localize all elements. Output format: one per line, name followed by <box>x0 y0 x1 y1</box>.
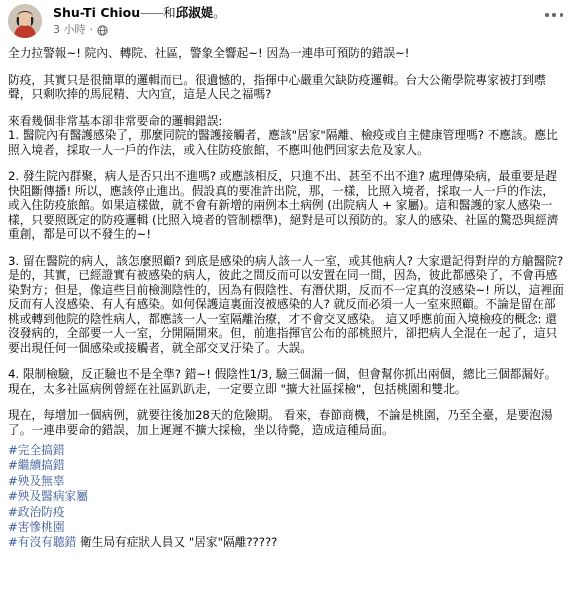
post-meta <box>53 23 108 37</box>
post-body <box>8 46 565 551</box>
more-dot-icon <box>545 13 549 17</box>
profile-photo <box>8 4 42 38</box>
more-dot-icon <box>560 13 564 17</box>
more-options-button[interactable] <box>545 10 563 20</box>
paragraph: 來看幾個非常基本卻非常要命的邏輯錯誤: 1. 醫院內有醫護感染了，那麼同院的醫護接觸者，應該"居家"隔離、檢疫或自主健康管理嗎? 不應該。應比照入境者，採取一人一戶的作法，或入住防疫旅館，不應叫他們回家去危及家人。 <box>8 113 558 157</box>
last-hashtag-line <box>8 535 565 550</box>
paragraph: 全力拉警報~! 院內、轉院、社區，警象全響起~! 因為一連串可預防的錯誤~! <box>8 46 410 60</box>
author-line <box>53 5 226 21</box>
paragraph: 4. 限制檢驗，反正驗也不是全準? 錯~! 假陰性1/3, 驗三個漏一個，但會幫你抓出兩個，總比三個都漏好。 現在，太多社區病例曾經在社區趴趴走，一定要立即 "擴大社區採檢"，包括桃園和雙北。 <box>8 367 557 396</box>
hashtag-link[interactable]: #殃及無辜 <box>8 473 65 488</box>
more-dot-icon <box>552 13 556 17</box>
hashtag-link[interactable]: #有沒有聽錯 <box>8 535 77 550</box>
tagged-name[interactable]: 邱淑媞 <box>175 5 214 20</box>
meta-dot: · <box>89 23 93 36</box>
globe-icon[interactable] <box>97 25 108 36</box>
with-suffix: 。 <box>213 5 226 20</box>
avatar[interactable] <box>8 4 42 38</box>
paragraph: 防疫，其實只是很簡單的邏輯而已。很遺憾的，指揮中心嚴重欠缺防疫邏輯。台大公衛學院專家被打到噤聲，只剩吹捧的馬屁精、大內宣，這是人民之福嗎? <box>8 72 546 101</box>
hashtag-link[interactable]: #殃及醫病家屬 <box>8 489 88 504</box>
post-time[interactable]: 3 小時 <box>53 23 86 36</box>
last-line-text: 衛生局有症狀人員又 "居家"隔離????? <box>76 535 278 550</box>
post-header <box>8 4 565 38</box>
hashtag-link[interactable]: #害慘桃園 <box>8 520 65 535</box>
hashtag-link[interactable]: #繼續搞錯 <box>8 458 65 473</box>
paragraph: 現在，每增加一個病例，就要往後加28天的危險期。 看來，春節商機，不論是桃園，乃至全臺，是要泡湯了。一連串要命的錯誤，加上遲遲不擴大採檢，坐以待斃，造成這種局面。 <box>8 408 553 437</box>
paragraph: 3. 留在醫院的病人，該怎麼照顧? 到底是感染的病人該一人一室，或其他病人? 大家還記得對岸的方艙醫院? 是的，其實，已經證實有被感染的病人，彼此之間反而可以安置在同一間，因為，彼此都感染了，不會再感染對方；但是，像這些目前檢測陰性的，因為有假陰性、有潛伏期，反而不一定真的沒感染~! 所以，這裡面反而有人沒感染、有人有感染。如何保護這裏面沒被感染的人? 就反而必須一人一室來照顧。不論是留在部桃或轉到他院的陰性病人，都應該一人一室隔離治療，才不會交叉感染。 這又呼應前面入境檢疫的概念: 還沒發病的，全部要一人一室，分開隔開來。但，前進指揮官公布的部桃照片，卻把病人全混在一起了，這只要出現任何一個感染或接觸者，就全部交叉汙染了。大誤。 <box>8 253 564 355</box>
author-separator: —— <box>140 5 164 20</box>
hashtag-list <box>8 443 565 551</box>
with-prefix: 和 <box>163 5 176 20</box>
paragraph: 2. 發生院內群聚，病人是否只出不進嗎? 或應該相反，只進不出、甚至不出不進? 處理傳染病，最重要是趕快阻斷傳播! 所以，應該停止進出。假設真的要准許出院，那，一樣，比照入境者，採取一人一戶的作法，或入住防疫旅館。如果這樣做，就不會有新增的兩例本土病例 (出院病人 + 家屬)。這和醫護的家人感染一樣，只要照既定的防疫邏輯 (比照入境者的管制標準)，絕對是可以預防的。家人的感染、社區的驚恐與經濟重創，都是可以不發生的~! <box>8 169 559 241</box>
author-name[interactable]: Shu-Ti Chiou <box>53 5 141 20</box>
hashtag-link[interactable]: #完全搞錯 <box>8 443 65 457</box>
hashtag-link[interactable]: #政治防疫 <box>8 504 65 519</box>
